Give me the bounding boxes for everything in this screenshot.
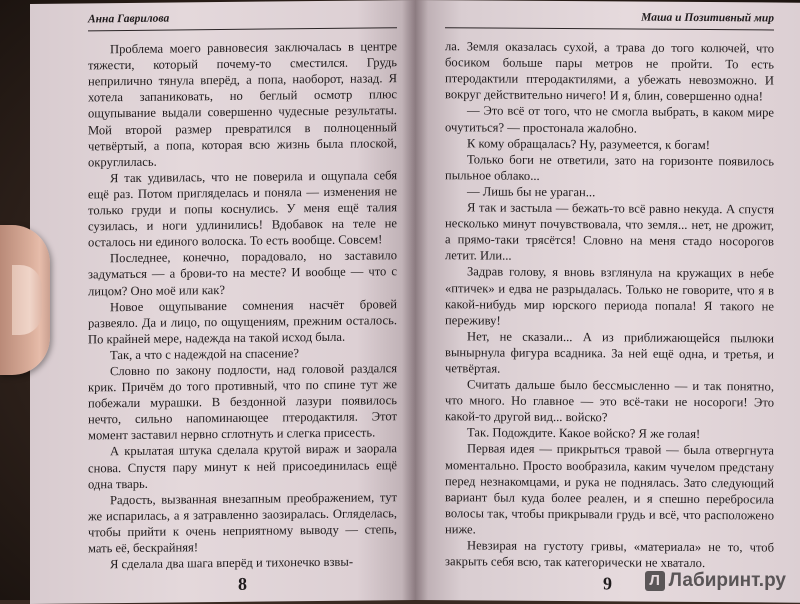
thumbnail [12,265,42,335]
labirint-logo-icon: Л [645,571,665,591]
left-page-number: 8 [238,573,247,594]
left-paragraph-2: Я так удивилась, что не поверила и ощупала себя ещё раз. Потом пригляделась и поняла — изменения не только груди и попы коснулись. У меня ещё талия сузилась, и ноги удлинились! Вдобавок на теле не осталось ни единого волоска. То есть вообще. Совсем! [88,168,397,250]
right-paragraph-3: К кому обращалась? Ну, разумеется, к богам! [467,136,710,152]
right-paragraph-10: Так. Подождите. Какое войско? Я же голая! [467,425,701,442]
open-book [30,0,800,600]
left-paragraph-9: Я сделала два шага вперёд и тихонечко взвы- [110,554,354,572]
left-running-head: Анна Гаврилова [88,8,397,31]
right-running-head: Маша и Позитивный мир [445,8,774,30]
left-paragraph-6: Словно по закону подлости, над головой раздался крик. Причём до того противный, что по спине тут же побежали мурашки. В бездонной лазури появилось нечто, сильно напоминающее птеродактиля. Этот момент заставил нервно сглотнуть и слегка присесть. [88,361,397,443]
left-paragraph-8: Радость, вызванная внезапным преображением, тут же испарилась, а я затравленно заозиралась. Огляделась, чтобы прийти к очень неприятному выводу — степь, мать её, бескрайняя! [88,489,397,556]
left-paragraph-3: Последнее, конечно, порадовало, но заставило задуматься — а брови-то на месте? И вообще — что с лицом? Оно моё или как? [88,248,397,298]
left-paragraph-4: Новое ощупывание сомнения насчёт бровей развеяло. Да и лицо, по ощущениям, прежним осталось. По крайней мере, надежда на такой исход была. [88,296,397,347]
right-paragraph-6: Я так и застыла — бежать-то всё равно некуда. А спустя несколько минут почувствовала, что земля... нет, не дрожит, а прямо-таки трясётся! Словно на меня стадо носорогов летит. Или... [445,200,774,263]
right-paragraph-1: ла. Земля оказалась сухой, а трава до того колючей, что босиком больше пары метров не пройти. То есть птеродактили птеродактилями, а убежать невозможно. И вокруг действительно ничего! И я, блин, совершенно одна! [445,39,774,104]
watermark [645,570,786,592]
right-paragraph-9: Считать дальше было бессмысленно — и так понятно, что много. Но главное — это всё-таки не носороги! Это какой-то другой вид... войско? [445,377,774,425]
right-paragraph-2: — Это всё от того, что не смогла выбрать, в каком мире очутиться? — простонала жалобно. [445,103,774,136]
right-page-text [445,38,774,571]
left-paragraph-1: Проблема моего равновесия заключалась в центре тяжести, который почему-то сместился. Грудь неприлично тянула вперёд, а попа, наоборот, назад. Я хотела запаниковать, но беглый осмотр плюс ощупывание выдали совершенно чудесные результаты. Мой второй размер превратился в полноценный четвёртый, а попа, которая всю жизнь была плоской, округлилась. [88,39,397,170]
right-page-number: 9 [603,573,612,594]
right-paragraph-12: Невзирая на густоту гривы, «материала» не то, чтоб закрыть себя всю, так категорически не хватало. [445,538,774,571]
left-page [30,0,415,604]
right-paragraph-8: Нет, не сказали... А из приближающейся пылюки вынырнула фигура всадника. За ней ещё одна, и третья, и четвёртая. [445,329,774,376]
right-paragraph-5: — Лишь бы не ураган... [467,184,596,200]
right-page [415,0,800,603]
watermark-text: Лабиринт.ру [668,570,786,591]
thumb [0,225,50,375]
right-paragraph-7: Задрав голову, я вновь взглянула на кружащих в небе «птичек» и едва не разрыдалась. Только не говорите, что я в какой-нибудь мир юрского периода попала! Я такого не переживу! [445,264,774,328]
left-paragraph-5: Так, а что с надеждой на спасение? [110,346,299,363]
left-page-text [88,38,397,572]
right-paragraph-11: Первая идея — прикрыться травой — была отвергнута моментально. Просто вообразила, каким чучелом предстану перед незнакомцами, и рука не поднялась. Зато следующий вариант был куда более реален, и я спешно перебросила волосы так, чтобы прикрывали грудь и всё, что расположено ниже. [445,441,774,537]
left-paragraph-7: А крылатая штука сделала крутой вираж и заорала снова. Спустя пару минут к ней присоединилась ещё одна тварь. [88,441,397,492]
right-paragraph-4: Только боги не ответили, зато на горизонте появилось пыльное облако... [445,152,774,183]
book-gutter [402,0,428,600]
